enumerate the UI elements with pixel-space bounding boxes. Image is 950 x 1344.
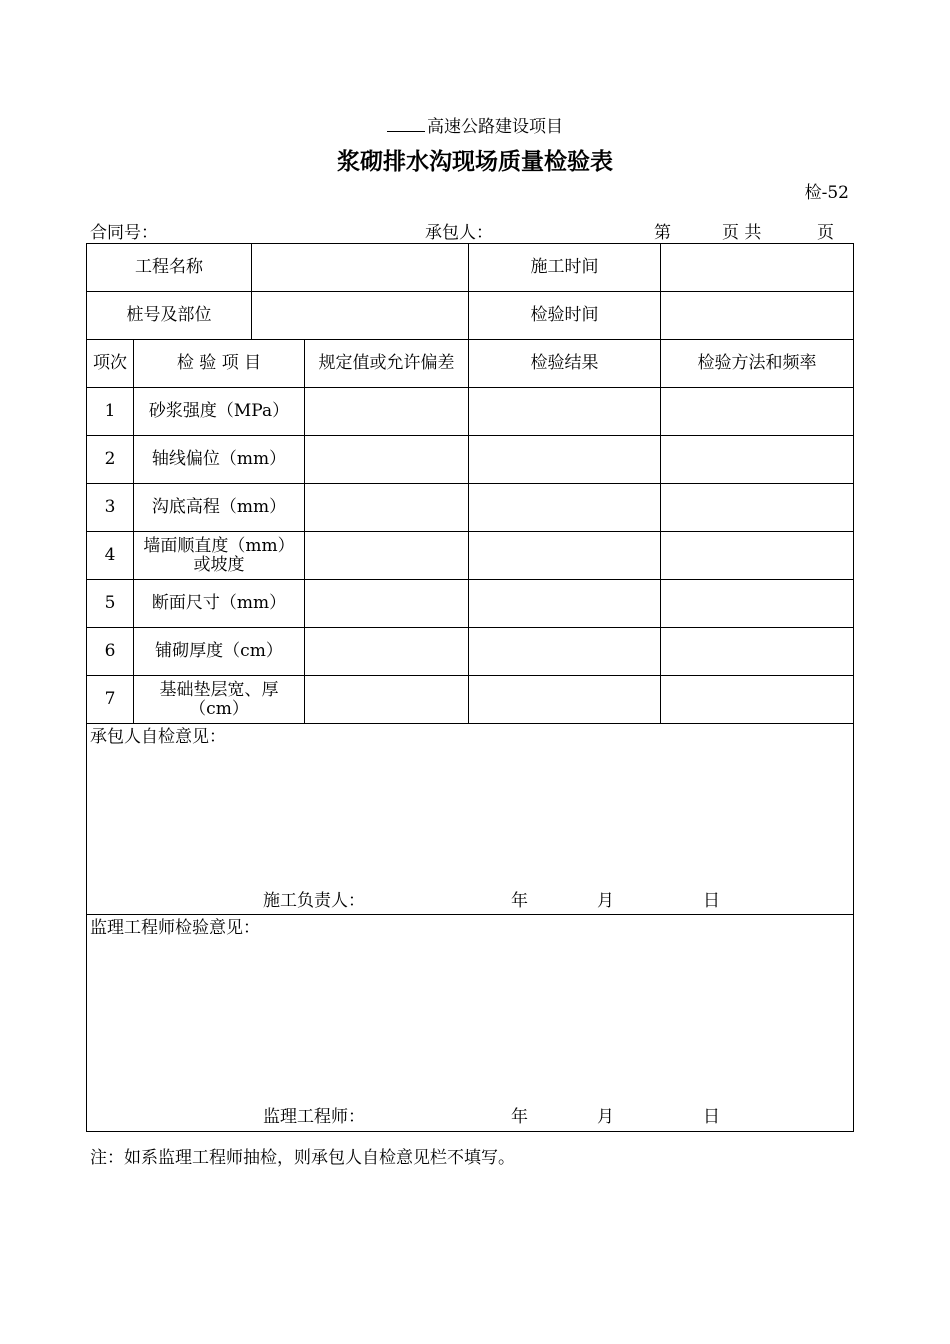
col-header-result: 检验结果: [469, 340, 661, 388]
inspection-form-table: [86, 243, 854, 1132]
table-row: [87, 388, 854, 436]
row-method[interactable]: [661, 532, 854, 580]
row-result[interactable]: [469, 676, 661, 724]
col-header-spec: 规定值或允许偏差: [305, 340, 469, 388]
station-label: 桩号及部位: [87, 292, 252, 340]
col-header-item: 检 验 项 目: [134, 340, 305, 388]
table-row: [87, 628, 854, 676]
table-row: [87, 484, 854, 532]
contractor-day-label: 日: [703, 891, 720, 911]
construction-time-value[interactable]: [661, 244, 854, 292]
row-result[interactable]: [469, 532, 661, 580]
supervisor-year-label: 年: [511, 1107, 528, 1127]
table-row: [87, 580, 854, 628]
row-result[interactable]: [469, 436, 661, 484]
page-title: 浆砌排水沟现场质量检验表: [337, 149, 613, 175]
row-spec[interactable]: [305, 484, 469, 532]
row-no: 6: [87, 628, 134, 676]
inspection-time-value[interactable]: [661, 292, 854, 340]
project-name-blank: [387, 117, 425, 132]
row-spec[interactable]: [305, 436, 469, 484]
row-item: 沟底高程（mm）: [134, 484, 305, 532]
row-method[interactable]: [661, 436, 854, 484]
row-item: 断面尺寸（mm）: [134, 580, 305, 628]
row-spec[interactable]: [305, 676, 469, 724]
row-spec[interactable]: [305, 388, 469, 436]
supervisor-opinion-label: 监理工程师检验意见：: [90, 918, 260, 938]
inspection-time-label: 检验时间: [469, 292, 661, 340]
row-no: 7: [87, 676, 134, 724]
info-row-station: [87, 292, 854, 340]
project-subtitle-text: 高速公路建设项目: [427, 117, 563, 137]
row-result[interactable]: [469, 580, 661, 628]
construction-time-label: 施工时间: [469, 244, 661, 292]
table-row: [87, 436, 854, 484]
row-no: 2: [87, 436, 134, 484]
row-item: 砂浆强度（MPa）: [134, 388, 305, 436]
project-subtitle: [0, 112, 950, 137]
row-result[interactable]: [469, 484, 661, 532]
row-item-line2: （cm）: [189, 698, 249, 719]
col-header-no: 项次: [87, 340, 134, 388]
contractor-opinion-row: [87, 724, 854, 915]
row-item: [134, 676, 305, 724]
row-result[interactable]: [469, 628, 661, 676]
supervisor-day-label: 日: [703, 1107, 720, 1127]
project-name-value[interactable]: [252, 244, 469, 292]
col-header-method: 检验方法和频率: [661, 340, 854, 388]
row-item-line1: 墙面顺直度（mm）: [143, 535, 295, 556]
row-no: 4: [87, 532, 134, 580]
contract-no-label: 合同号：: [90, 223, 158, 243]
table-row: [87, 676, 854, 724]
row-item: [134, 532, 305, 580]
station-value[interactable]: [252, 292, 469, 340]
contractor-year-label: 年: [511, 891, 528, 911]
row-item-line1: 基础垫层宽、厚: [159, 679, 279, 700]
row-item-line2: 或坡度: [193, 554, 245, 575]
table-row: [87, 532, 854, 580]
row-method[interactable]: [661, 388, 854, 436]
row-result[interactable]: [469, 388, 661, 436]
contractor-opinion-label: 承包人自检意见：: [90, 727, 226, 747]
footnote: 注：如系监理工程师抽检，则承包人自检意见栏不填写。: [90, 1148, 515, 1168]
contractor-label: 承包人：: [425, 223, 493, 243]
contractor-signer-label: 施工负责人：: [263, 891, 365, 911]
row-method[interactable]: [661, 580, 854, 628]
project-name-label: 工程名称: [87, 244, 252, 292]
row-spec[interactable]: [305, 628, 469, 676]
row-no: 1: [87, 388, 134, 436]
row-method[interactable]: [661, 628, 854, 676]
page-middle: 页 共: [722, 223, 762, 243]
info-row-project: [87, 244, 854, 292]
row-spec[interactable]: [305, 580, 469, 628]
row-item: 轴线偏位（mm）: [134, 436, 305, 484]
page-prefix: 第: [654, 223, 671, 243]
contractor-month-label: 月: [597, 891, 614, 911]
supervisor-signer-label: 监理工程师：: [263, 1107, 365, 1127]
row-spec[interactable]: [305, 532, 469, 580]
supervisor-month-label: 月: [597, 1107, 614, 1127]
supervisor-opinion-row: [87, 915, 854, 1132]
row-method[interactable]: [661, 676, 854, 724]
supervisor-opinion-cell[interactable]: [87, 915, 854, 1132]
row-no: 3: [87, 484, 134, 532]
row-method[interactable]: [661, 484, 854, 532]
row-item: 铺砌厚度（cm）: [134, 628, 305, 676]
row-no: 5: [87, 580, 134, 628]
page-suffix: 页: [817, 223, 834, 243]
column-header-row: [87, 340, 854, 388]
contractor-opinion-cell[interactable]: [87, 724, 854, 915]
form-code: 检-52: [804, 183, 849, 203]
